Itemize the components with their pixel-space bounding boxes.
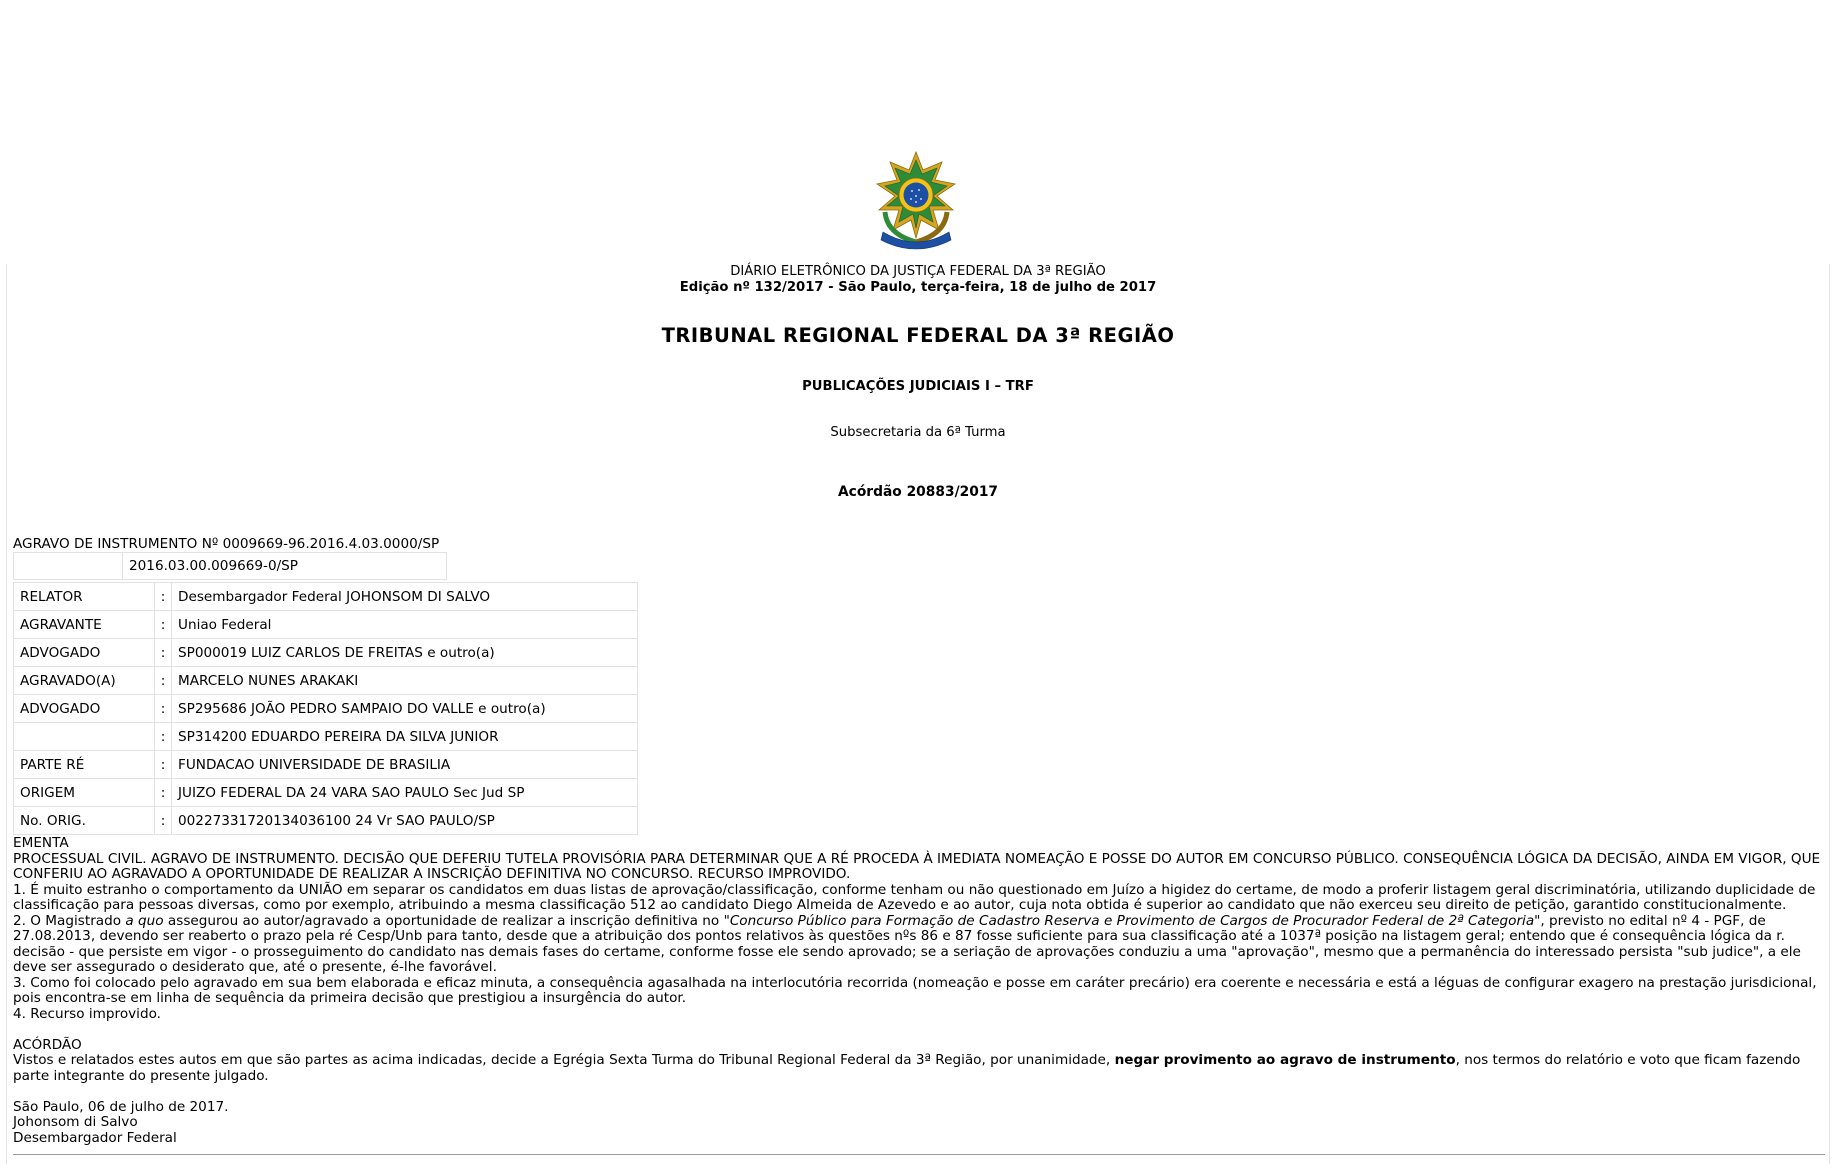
ementa-item-2-contest-name: "Concurso Público para Formação de Cadastro Reserva e Provimento de Cargos de Procurador Federal de 2ª Categoria" — [723, 912, 1541, 929]
decision-body — [13, 836, 1825, 1146]
signer-name: Johonsom di Salvo — [13, 1114, 138, 1130]
party-value: MARCELO NUNES ARAKAKI — [172, 667, 638, 695]
acordao-text-part: Vistos e relatados estes autos em que são partes as acima indicadas, decide a Egrégia Sexta Turma do Tribunal Regional Federal da 3ª Região, por unanimidade, — [13, 1052, 1115, 1068]
party-row — [14, 695, 638, 723]
spacer — [13, 1084, 1825, 1100]
acordao-number: Acórdão 20883/2017 — [837, 484, 999, 500]
journal-name: DIÁRIO ELETRÔNICO DA JUSTIÇA FEDERAL DA 3ª REGIÃO — [730, 264, 1106, 279]
process-number: 2016.03.00.009669-0/SP — [123, 553, 447, 580]
bottom-divider — [13, 1154, 1825, 1155]
party-separator: : — [155, 779, 172, 807]
ementa-item-4: 4. Recurso improvido. — [13, 1005, 161, 1022]
party-row — [14, 667, 638, 695]
party-row — [14, 723, 638, 751]
acordao-text-part: , nos termos do relatório e voto que ficam fazendo parte integrante do presente julgado. — [13, 1052, 1801, 1084]
party-separator: : — [155, 611, 172, 639]
party-value: SP000019 LUIZ CARLOS DE FREITAS e outro(a) — [172, 639, 638, 667]
ementa-item-2-text: assegurou ao autor/agravado a oportunidade de realizar a inscrição definitiva no — [163, 912, 724, 929]
acordao-ruling: negar provimento ao agravo de instrumento — [1114, 1052, 1456, 1068]
brazil-coat-of-arms-icon — [867, 150, 965, 250]
court-title: TRIBUNAL REGIONAL FEDERAL DA 3ª REGIÃO — [661, 324, 1175, 347]
ementa-item-1: 1. É muito estranho o comportamento da UNIÃO em separar os candidatos em duas listas de aprovação/classificação, conforme tenham ou não questionado em Juízo a higidez do certame, de modo a proferir listagem geral discriminatória, utilizando duplicidade de classificação para pessoas diversas, como por exemplo, atribuindo a mesma classificação 512 ao candidato Diego Almeida de Azevedo e ao autor, cuja nota obtida é superior ao candidato que não exerceu seu direito de petição, garantido constitucionalmente. — [13, 881, 1816, 913]
party-label: AGRAVANTE — [14, 611, 155, 639]
party-value: SP314200 EDUARDO PEREIRA DA SILVA JUNIOR — [172, 723, 638, 751]
party-value: JUIZO FEDERAL DA 24 VARA SAO PAULO Sec Jud SP — [172, 779, 638, 807]
party-value: 00227331720134036100 24 Vr SAO PAULO/SP — [172, 807, 638, 835]
spacer — [13, 1022, 1825, 1038]
party-label: ADVOGADO — [14, 639, 155, 667]
party-label: AGRAVADO(A) — [14, 667, 155, 695]
party-label — [14, 723, 155, 751]
ementa-item-2-latin: a quo — [125, 912, 164, 929]
party-value: Uniao Federal — [172, 611, 638, 639]
party-separator: : — [155, 695, 172, 723]
ementa-item-2 — [13, 914, 1825, 976]
party-label: ORIGEM — [14, 779, 155, 807]
ementa-item-2-text: , previsto no edital nº 4 - PGF, de 27.08.2013, devendo ser reaberto o prazo pela ré Cesp/Unb para tanto, desde que a atribuição dos pontos relativos às questões nºs 86 e 87 fosse suficiente para sua classificação até a 1037ª posição na listagem geral; entendo que é consequência lógica da r. decisão - que persiste em vigor - o prosseguimento do candidato nas demais fases do certame, conforme fosse ele sendo aprovado; se a seriação de aprovações conduziu a uma "aprovação", mesmo que a permanência do interessado persista "sub judice", a ele deve ser assegurado o desiderato que, até o presente, é-lhe favorável. — [13, 912, 1801, 975]
party-separator: : — [155, 667, 172, 695]
acordao-heading: ACÓRDÃO — [13, 1036, 82, 1053]
party-label: No. ORIG. — [14, 807, 155, 835]
section-title: PUBLICAÇÕES JUDICIAIS I – TRF — [802, 379, 1034, 394]
party-label: PARTE RÉ — [14, 751, 155, 779]
place-date: São Paulo, 06 de julho de 2017. — [13, 1098, 229, 1115]
party-label: ADVOGADO — [14, 695, 155, 723]
party-separator: : — [155, 751, 172, 779]
process-number-table — [13, 552, 447, 580]
party-separator: : — [155, 723, 172, 751]
party-row — [14, 807, 638, 835]
party-row — [14, 751, 638, 779]
party-value: Desembargador Federal JOHONSOM DI SALVO — [172, 583, 638, 611]
subsecretariat: Subsecretaria da 6ª Turma — [830, 425, 1006, 440]
ementa-item-2-text: 2. O Magistrado — [13, 912, 126, 929]
party-value: FUNDACAO UNIVERSIDADE DE BRASILIA — [172, 751, 638, 779]
process-spacer-cell — [14, 553, 123, 580]
ementa-item-3: 3. Como foi colocado pelo agravado em sua bem elaborada e eficaz minuta, a consequência agasalhada na interlocutória recorrida (nomeação e posse em caráter precário) era coerente e necessária e está a léguas de configurar exagero na prestação jurisdicional, pois encontra-se em linha de sequência da primeira decisão que prestigiou a insurgência do autor. — [13, 974, 1817, 1006]
ementa-heading: EMENTA — [13, 835, 69, 851]
party-row — [14, 639, 638, 667]
party-row — [14, 779, 638, 807]
signer-role: Desembargador Federal — [13, 1129, 177, 1146]
party-row — [14, 611, 638, 639]
case-title: AGRAVO DE INSTRUMENTO Nº 0009669-96.2016.4.03.0000/SP — [13, 536, 440, 552]
parties-table — [13, 582, 638, 835]
party-separator: : — [155, 583, 172, 611]
party-label: RELATOR — [14, 583, 155, 611]
acordao-text — [13, 1053, 1825, 1084]
party-separator: : — [155, 807, 172, 835]
edition-line: Edição nº 132/2017 - São Paulo, terça-feira, 18 de julho de 2017 — [679, 280, 1157, 295]
party-row — [14, 583, 638, 611]
party-value: SP295686 JOÃO PEDRO SAMPAIO DO VALLE e outro(a) — [172, 695, 638, 723]
ementa-summary: PROCESSUAL CIVIL. AGRAVO DE INSTRUMENTO. DECISÃO QUE DEFERIU TUTELA PROVISÓRIA PARA DETERMINAR QUE A RÉ PROCEDA À IMEDIATA NOMEAÇÃO E POSSE DO AUTOR EM CONCURSO PÚBLICO. CONSEQUÊNCIA LÓGICA DA DECISÃO, AINDA EM VIGOR, QUE CONFERIU AO AGRAVADO A OPORTUNIDADE DE REALIZAR A INSCRIÇÃO DEFINITIVA NO CONCURSO. RECURSO IMPROVIDO. — [13, 850, 1821, 882]
party-separator: : — [155, 639, 172, 667]
